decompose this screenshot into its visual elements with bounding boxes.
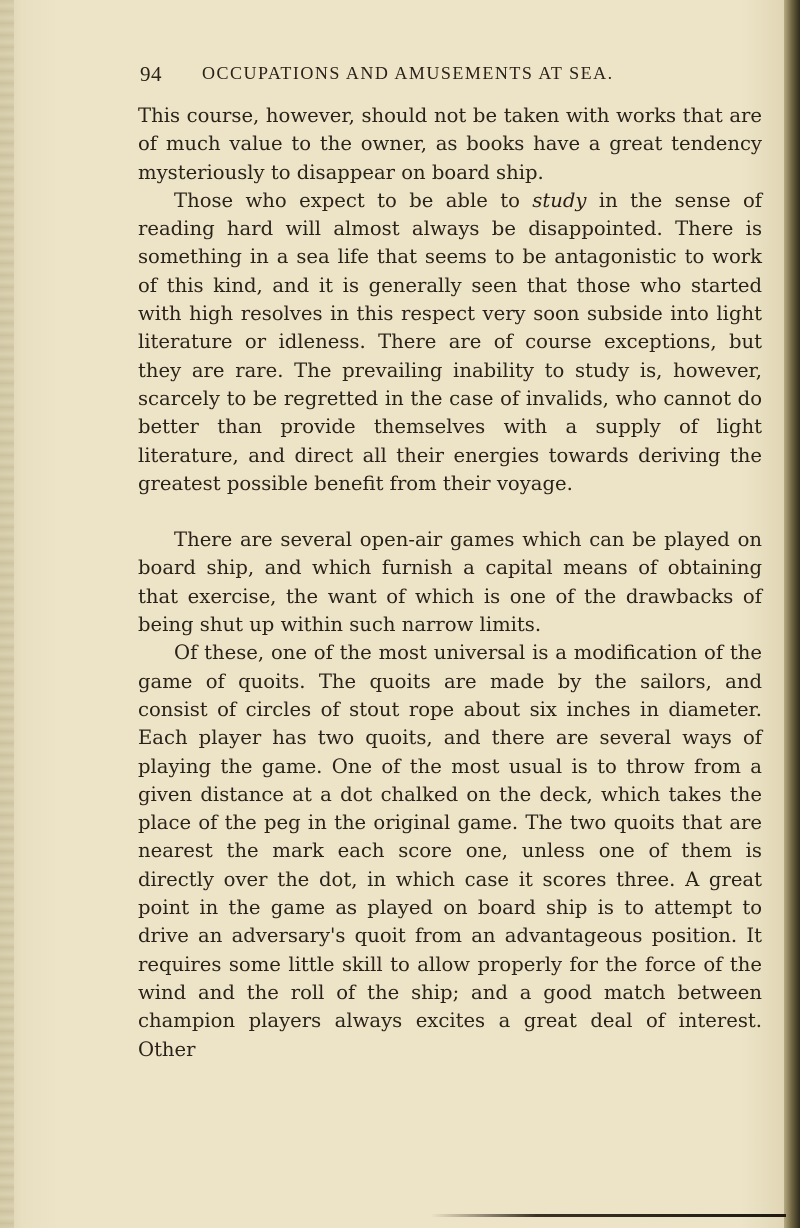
running-head: OCCUPATIONS AND AMUSEMENTS AT SEA. bbox=[202, 63, 614, 83]
paragraph: This course, however, should not be taken with works that are of much value to the owner, as books have a great tendency mysteriously to disappear on board ship. bbox=[138, 104, 762, 184]
page-binding-shadow bbox=[0, 0, 14, 1228]
page-header bbox=[140, 62, 700, 90]
page-bottom-edge bbox=[430, 1214, 786, 1217]
paragraph: Those who expect to be able to study in the sense of reading hard will almost always be disappointed. There is something in a sea life that seems to be antagonistic to work of this kind, and it is generally seen that those who started with high resolves in this respect very soon subside into light literature or idleness. There are of course exceptions, but they are rare. The prevailing inability to study is, however, scarcely to be regretted in the case of invalids, who cannot do better than provide themselves with a supply of light literature, and direct all their energies towards deriving the greatest possible benefit from their voyage. bbox=[138, 188, 762, 495]
emphasis: study bbox=[532, 188, 587, 212]
paragraph: There are several open-air games which can be played on board ship, and which furnish a capital means of obtaining that exercise, the want of which is one of the drawbacks of being shut up within such narrow limits. bbox=[138, 528, 762, 637]
page-number: 94 bbox=[140, 62, 162, 86]
page-edge-shadow bbox=[784, 0, 800, 1228]
paragraph: Of these, one of the most universal is a modification of the game of quoits. The quoits are made by the sailors, and consist of circles of stout rope about six inches in diameter. Each player has two quoits, and there are several ways of playing the game. One of the most usual is to throw from a given distance at a dot chalked on the deck, which takes the place of the peg in the original game. The two quoits that are nearest the mark each score one, unless one of them is directly over the dot, in which case it scores three. A great point in the game as played on board ship is to attempt to drive an adversary's quoit from an advantageous position. It requires some little skill to allow properly for the force of the wind and the roll of the ship; and a good match between champion players always excites a great deal of interest. Other bbox=[138, 641, 762, 1061]
body-text bbox=[138, 102, 762, 1064]
